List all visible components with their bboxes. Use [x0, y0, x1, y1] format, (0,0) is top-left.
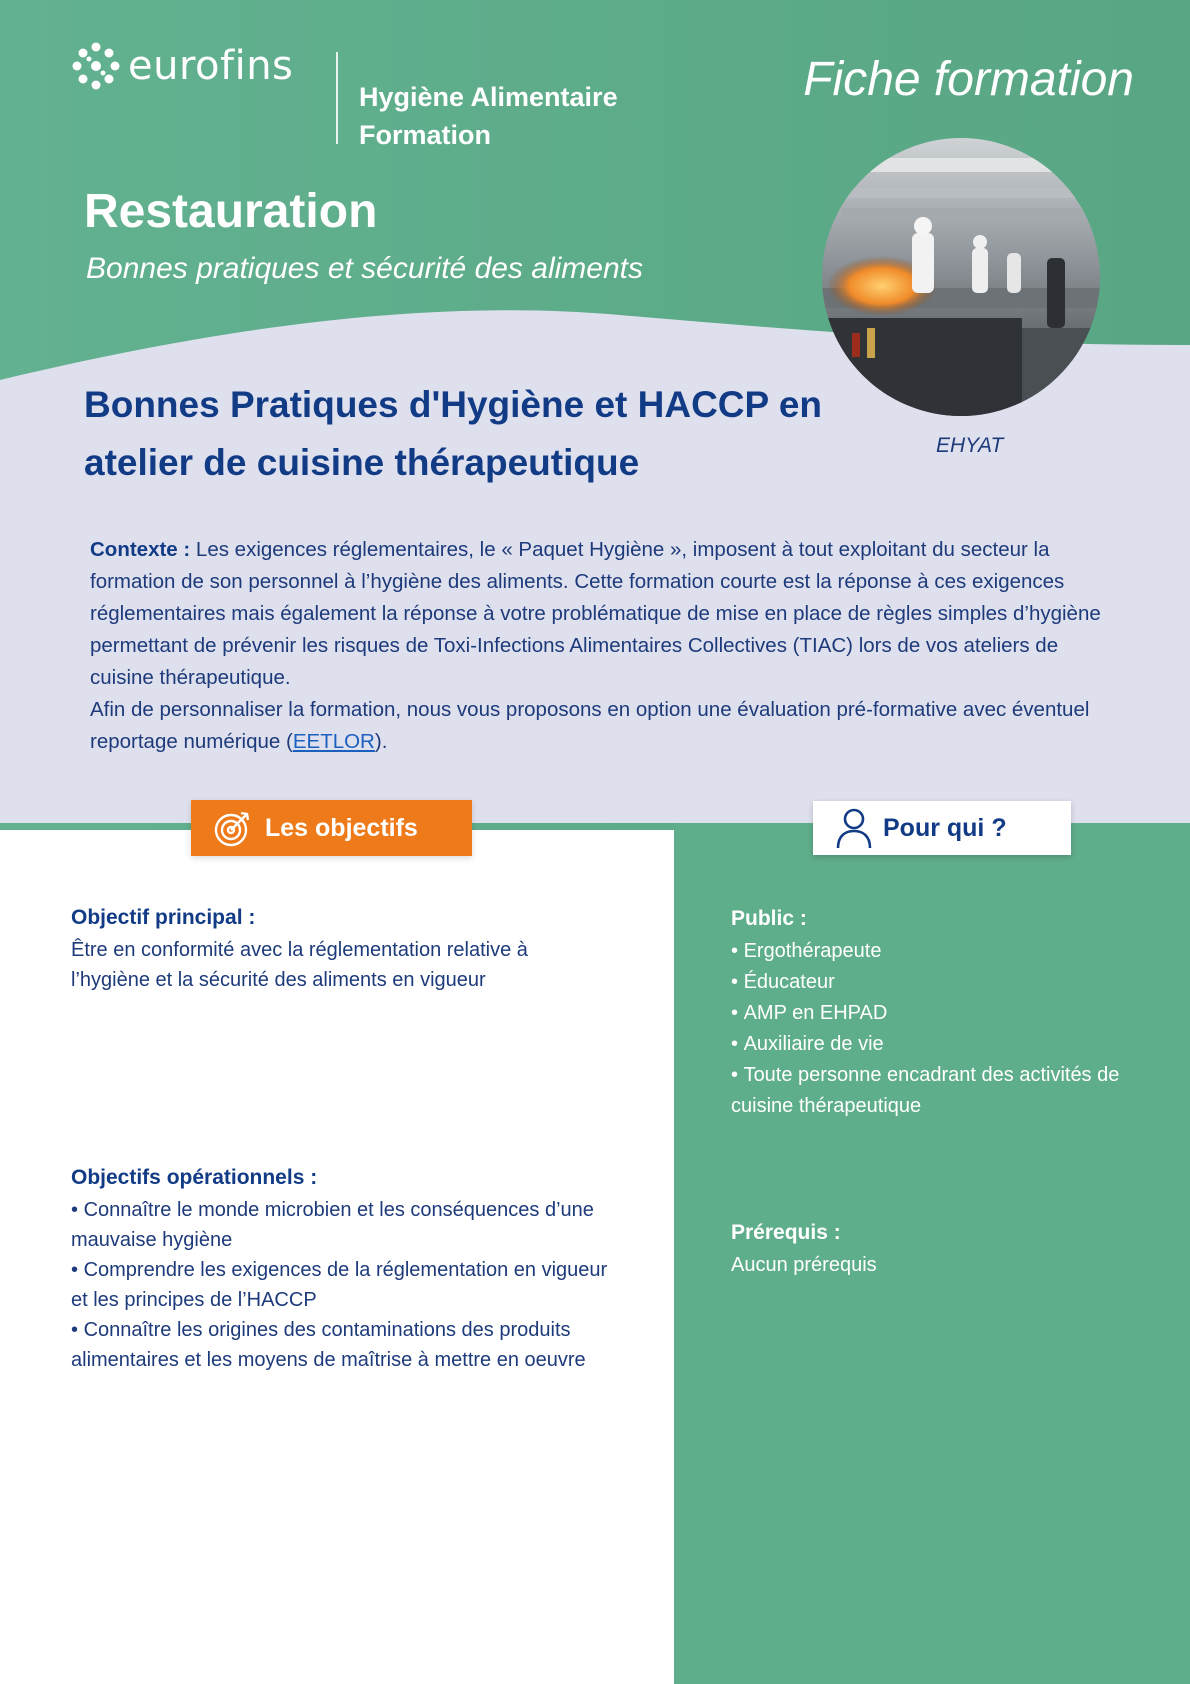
division-line-2: Formation	[359, 120, 491, 150]
objectif-principal-text: Être en conformité avec la réglementation relative à l’hygiène et la sécurité des aliments en vigueur	[71, 939, 528, 991]
division-name	[359, 78, 618, 154]
context-label: Contexte :	[90, 538, 191, 561]
list-item: • Ergothérapeute	[731, 936, 1151, 967]
list-item: • Éducateur	[731, 967, 1151, 998]
objectifs-operationnels-list	[71, 1195, 611, 1375]
list-item: • Connaître les origines des contaminations des produits alimentaires et les moyens de maîtrise à mettre en oeuvre	[71, 1315, 611, 1375]
pour-qui-tag-label: Pour qui ?	[883, 813, 1007, 842]
eurofins-logo	[72, 42, 293, 90]
objectif-principal-heading: Objectif principal :	[71, 906, 256, 929]
eurofins-dots-icon	[72, 42, 120, 90]
course-title-line-1: Bonnes Pratiques d'Hygiène et HACCP en	[84, 384, 822, 425]
objectifs-operationnels	[71, 1163, 611, 1375]
kitchen-photo	[822, 138, 1100, 416]
public-section	[731, 903, 1151, 1122]
list-item: • Comprendre les exigences de la réglementation en vigueur et les principes de l’HACCP	[71, 1255, 611, 1315]
logo-divider	[336, 52, 338, 144]
course-title	[84, 376, 864, 492]
document-type: Fiche formation	[803, 53, 1134, 106]
objectif-principal	[71, 903, 611, 995]
section-subtitle: Bonnes pratiques et sécurité des aliments	[86, 252, 643, 285]
prerequis-heading: Prérequis :	[731, 1221, 841, 1244]
list-item: • AMP en EHPAD	[731, 998, 1151, 1029]
list-item: • Auxiliaire de vie	[731, 1029, 1151, 1060]
objectifs-tag	[191, 800, 472, 856]
context-text-2b: ).	[374, 730, 388, 753]
prerequis-section	[731, 1217, 1151, 1281]
pour-qui-tag	[813, 801, 1071, 855]
public-list	[731, 936, 1151, 1122]
prerequis-text: Aucun prérequis	[731, 1254, 877, 1276]
list-item: • Toute personne encadrant des activités de cuisine thérapeutique	[731, 1060, 1151, 1122]
division-line-1: Hygiène Alimentaire	[359, 82, 618, 112]
course-title-line-2: atelier de cuisine thérapeutique	[84, 442, 640, 483]
target-icon	[213, 808, 253, 848]
context-paragraph-1	[90, 534, 1120, 694]
person-icon	[835, 807, 873, 849]
section-title: Restauration	[84, 185, 378, 238]
context-text-1: Les exigences réglementaires, le « Paquet Hygiène », imposent à tout exploitant du secteur la formation de son personnel à l’hygiène des aliments. Cette formation courte est la réponse à ces exigences réglementaires mais également la réponse à votre problématique de mise en place de règles simples d’hygiène permettant de prévenir les risques de Toxi-Infections Alimentaires Collectives (TIAC) lors de vos ateliers de cuisine thérapeutique.	[90, 538, 1101, 689]
context-text-2a: Afin de personnaliser la formation, nous vous proposons en option une évaluation pré-formative avec éventuel reportage numérique (	[90, 698, 1090, 753]
course-code: EHYAT	[936, 434, 1004, 457]
public-heading: Public :	[731, 907, 807, 930]
context-block	[90, 534, 1120, 758]
list-item: • Connaître le monde microbien et les conséquences d’une mauvaise hygiène	[71, 1195, 611, 1255]
objectifs-tag-label: Les objectifs	[265, 813, 418, 842]
objectifs-operationnels-heading: Objectifs opérationnels :	[71, 1166, 318, 1189]
logo-text: eurofins	[128, 43, 294, 89]
eetlor-link[interactable]: EETLOR	[292, 730, 375, 753]
context-paragraph-2	[90, 694, 1120, 758]
